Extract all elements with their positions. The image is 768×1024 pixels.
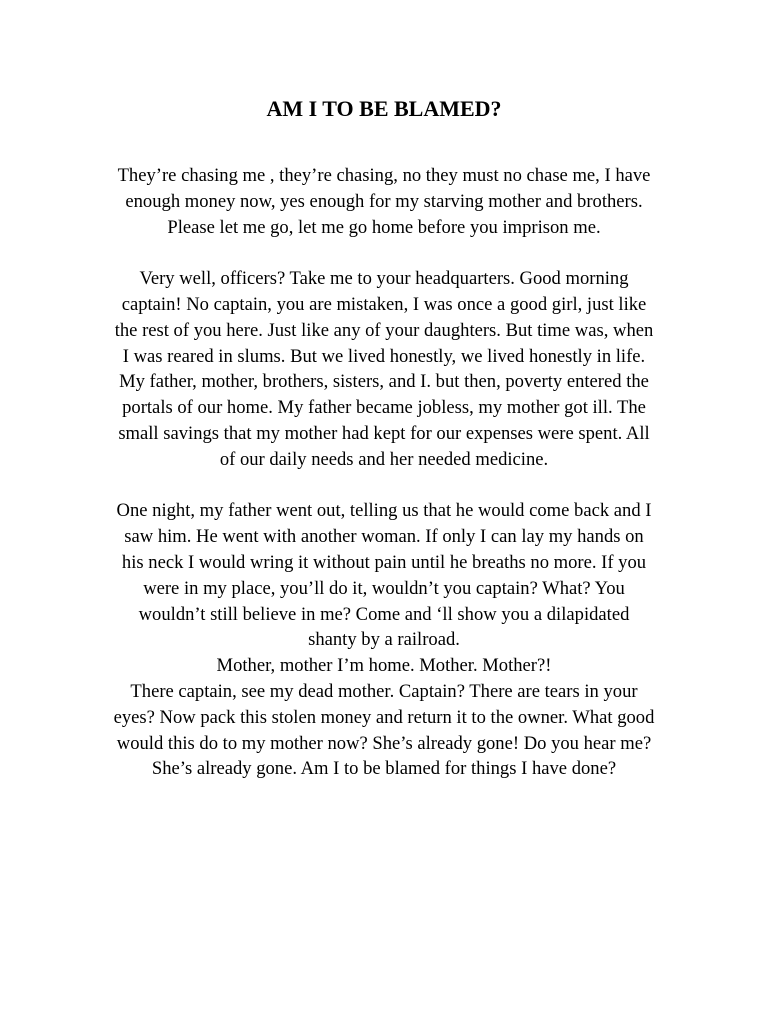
text-line: wouldn’t still believe in me? Come and ‘ll show you a dilapidated (138, 603, 630, 625)
text-line: She’s already gone. Am I to be blamed for things I have done? (151, 758, 617, 780)
text-line: Please let me go, let me go home before you imprison me. (167, 216, 601, 238)
paragraph-spacer (84, 240, 684, 266)
document-title: AM I TO BE BLAMED? (266, 96, 502, 121)
text-line: captain! No captain, you are mistaken, I was once a good girl, just like (121, 293, 647, 315)
text-line: his neck I would wring it without pain until he breaths no more. If you (121, 551, 647, 573)
paragraph-2 (84, 266, 684, 472)
text-line: would this do to my mother now? She’s already gone! Do you hear me? (116, 732, 652, 754)
text-line: saw him. He went with another woman. If only I can lay my hands on (124, 526, 644, 548)
text-line: eyes? Now pack this stolen money and return it to the owner. What good (113, 706, 655, 728)
text-line: of our daily needs and her needed medicine. (219, 448, 549, 470)
text-line: There captain, see my dead mother. Captain? There are tears in your (130, 680, 638, 702)
paragraph-1 (84, 163, 684, 240)
paragraph-spacer (84, 473, 684, 499)
text-line: My father, mother, brothers, sisters, and I. but then, poverty entered the (119, 371, 649, 393)
text-line: the rest of you here. Just like any of your daughters. But time was, when (114, 319, 654, 341)
text-line: One night, my father went out, telling us that he would come back and I (116, 500, 652, 522)
text-line: enough money now, yes enough for my starving mother and brothers. (125, 190, 643, 212)
document-body (84, 163, 684, 782)
text-line: Mother, mother I’m home. Mother. Mother?! (216, 655, 552, 677)
paragraph-3 (84, 498, 684, 782)
text-line: were in my place, you’ll do it, wouldn’t you captain? What? You (143, 577, 625, 599)
text-line: small savings that my mother had kept for our expenses were spent. All (118, 422, 650, 444)
text-line: shanty by a railroad. (308, 629, 460, 651)
text-line: They’re chasing me , they’re chasing, no they must no chase me, I have (117, 165, 651, 186)
text-line: portals of our home. My father became jobless, my mother got ill. The (122, 397, 646, 419)
text-line: Very well, officers? Take me to your headquarters. Good morning (139, 268, 629, 290)
text-line: I was reared in slums. But we lived honestly, we lived honestly in life. (122, 345, 646, 367)
